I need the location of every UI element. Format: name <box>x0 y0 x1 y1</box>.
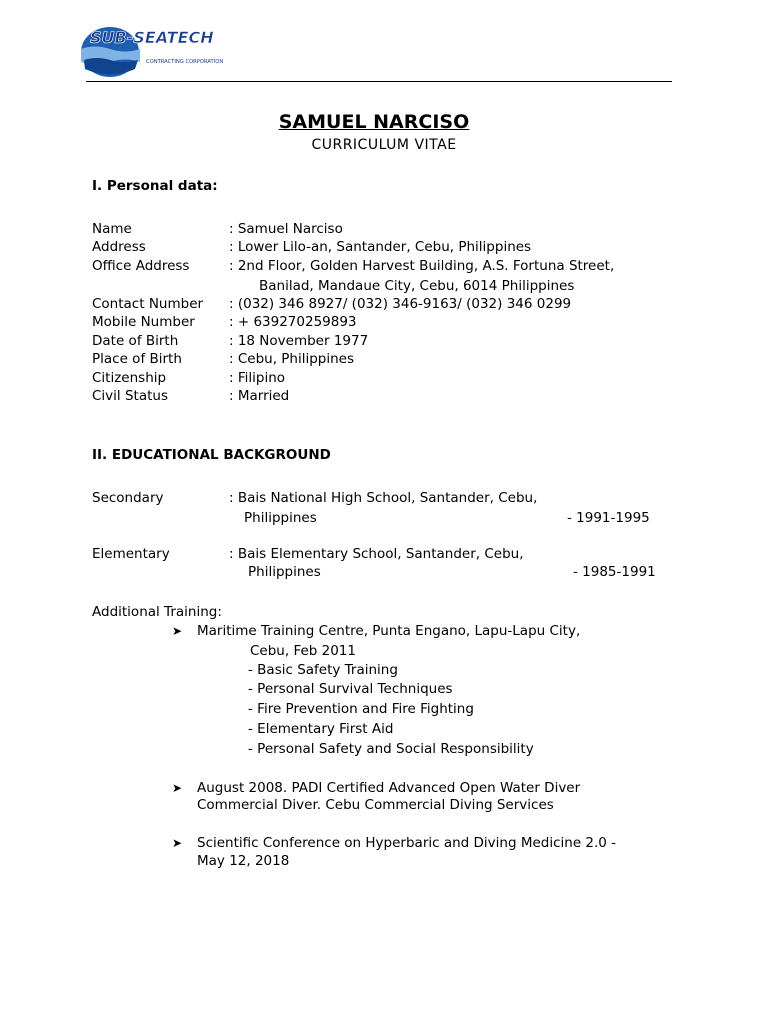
training-course: - Basic Safety Training <box>248 662 398 678</box>
training-course: - Elementary First Aid <box>248 721 394 737</box>
header-rule <box>86 81 672 82</box>
personal-label: Civil Status <box>92 388 168 404</box>
logo-graphic <box>80 22 243 78</box>
personal-value: : + 639270259893 <box>229 314 357 330</box>
personal-label: Contact Number <box>92 296 204 312</box>
education-level: Secondary <box>92 490 164 506</box>
personal-value: : Lower Lilo-an, Santander, Cebu, Philippines <box>229 239 532 255</box>
logo-brand-text: SUB-SEATECH <box>90 28 214 47</box>
training-course: - Fire Prevention and Fire Fighting <box>248 701 474 717</box>
training-maritime-line2: Cebu, Feb 2011 <box>250 643 356 659</box>
training-course: - Personal Safety and Social Responsibility <box>248 741 534 757</box>
personal-label: Citizenship <box>92 370 167 386</box>
education-school: : Bais Elementary School, Santander, Cebu, <box>229 546 524 562</box>
training-conference-line2: May 12, 2018 <box>197 853 290 869</box>
arrow-bullet-icon: ➤ <box>172 836 183 850</box>
personal-value: : Filipino <box>229 370 286 386</box>
cv-subtitle: CURRICULUM VITAE <box>311 137 457 153</box>
education-school: : Bais National High School, Santander, Cebu, <box>229 490 538 506</box>
training-padi-line1: August 2008. PADI Certified Advanced Open Water Diver <box>197 780 581 796</box>
personal-label: Date of Birth <box>92 333 179 349</box>
training-heading: Additional Training: <box>92 604 222 620</box>
personal-label: Place of Birth <box>92 351 182 367</box>
personal-value: : 18 November 1977 <box>229 333 369 349</box>
training-maritime-line1: Maritime Training Centre, Punta Engano, Lapu-Lapu City, <box>197 623 581 639</box>
arrow-bullet-icon: ➤ <box>172 781 183 795</box>
logo-tagline-text: CONTRACTING CORPORATION <box>146 59 224 65</box>
personal-value: : 2nd Floor, Golden Harvest Building, A.S. Fortuna Street, <box>229 258 615 274</box>
personal-heading: I. Personal data: <box>92 178 218 194</box>
education-school-continued: Philippines <box>248 564 321 580</box>
education-school-continued: Philippines <box>244 510 317 526</box>
education-level: Elementary <box>92 546 170 562</box>
personal-label: Address <box>92 239 146 255</box>
training-course: - Personal Survival Techniques <box>248 681 453 697</box>
education-years: - 1991-1995 <box>567 510 650 526</box>
personal-label: Name <box>92 221 132 237</box>
training-padi-line2: Commercial Diver. Cebu Commercial Diving Services <box>197 797 554 813</box>
personal-value-continued: Banilad, Mandaue City, Cebu, 6014 Philippines <box>259 278 575 294</box>
training-conference-line1: Scientific Conference on Hyperbaric and Diving Medicine 2.0 - <box>197 835 617 851</box>
education-years: - 1985-1991 <box>573 564 656 580</box>
arrow-bullet-icon: ➤ <box>172 624 183 638</box>
personal-value: : (032) 346 8927/ (032) 346-9163/ (032) 346 0299 <box>229 296 572 312</box>
personal-value: : Samuel Narciso <box>229 221 343 237</box>
cv-name: SAMUEL NARCISO <box>278 111 470 133</box>
education-heading: II. EDUCATIONAL BACKGROUND <box>92 447 331 463</box>
personal-label: Office Address <box>92 258 190 274</box>
personal-value: : Married <box>229 388 290 404</box>
personal-value: : Cebu, Philippines <box>229 351 355 367</box>
personal-label: Mobile Number <box>92 314 195 330</box>
company-logo <box>80 22 243 78</box>
